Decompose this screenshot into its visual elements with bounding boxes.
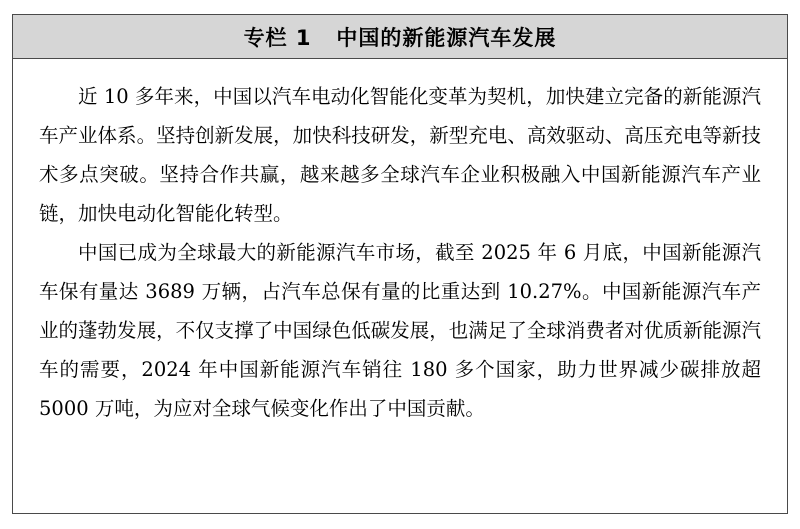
callout-box bbox=[12, 14, 788, 514]
paragraph-1: 近 10 多年来，中国以汽车电动化智能化变革为契机，加快建立完备的新能源汽车产业体系。坚持创新发展，加快科技研发，新型充电、高效驱动、高压充电等新技术多点突破。坚持合作共赢，越来越多全球汽车企业积极融入中国新能源汽车产业链，加快电动化智能化转型。 bbox=[39, 85, 761, 225]
callout-box-body bbox=[13, 59, 787, 438]
callout-box-header bbox=[13, 15, 787, 59]
callout-box-title: 专栏 1 中国的新能源汽车发展 bbox=[243, 25, 557, 50]
paragraph-2: 中国已成为全球最大的新能源汽车市场，截至 2025 年 6 月底，中国新能源汽车保有量达 3689 万辆，占汽车总保有量的比重达到 10.27%。中国新能源汽车产业的蓬勃发展，不仅支撑了中国绿色低碳发展，也满足了全球消费者对优质新能源汽车的需要，2024 年中国新能源汽车销往 180 多个国家，助力世界减少碳排放超 5000 万吨，为应对全球气候变化作出了中国贡献。 bbox=[39, 241, 761, 420]
